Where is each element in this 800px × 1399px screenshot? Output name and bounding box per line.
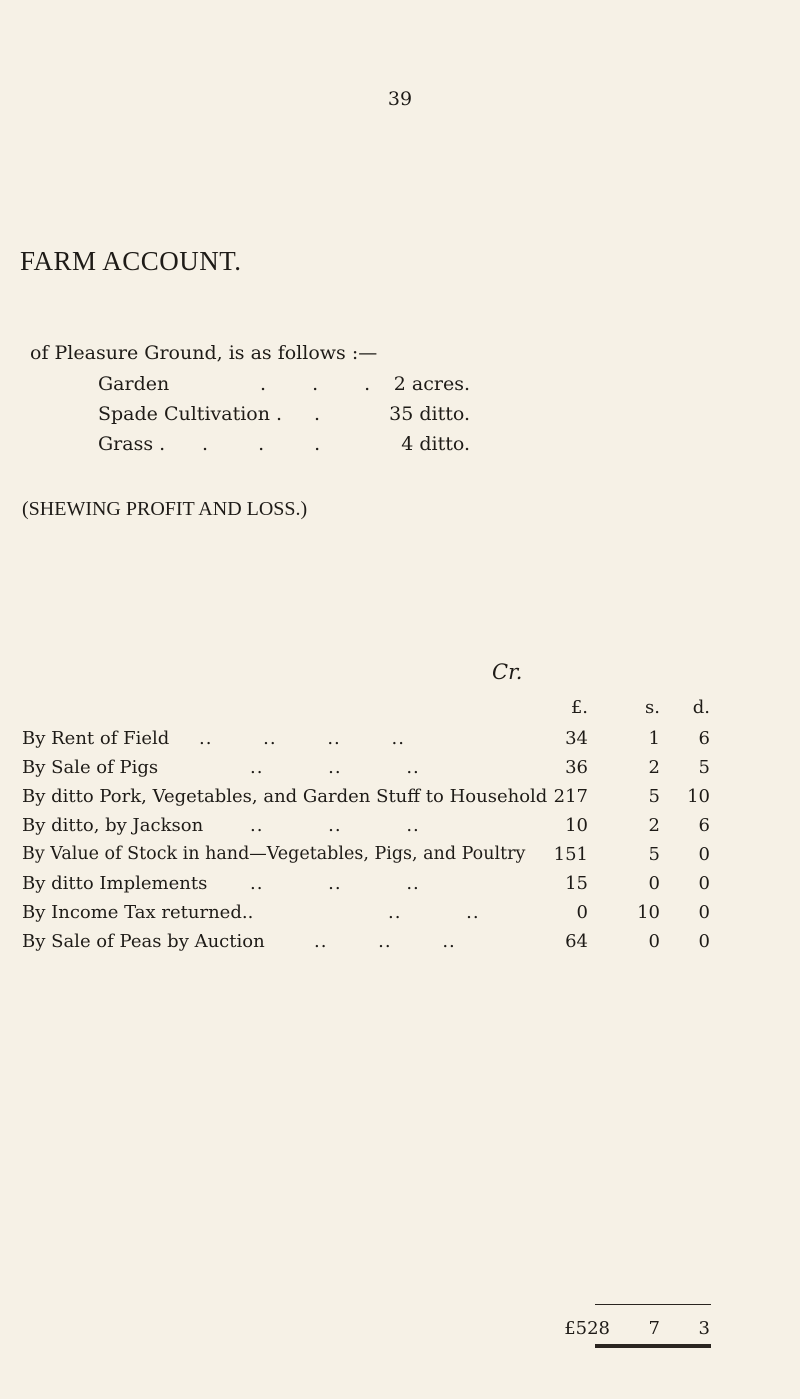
entry-description: By Sale of Pigs <box>22 757 159 778</box>
entry-pounds: 217 <box>553 786 588 807</box>
entry-shillings: 5 <box>648 844 660 865</box>
area-value: 4 ditto. <box>401 433 470 455</box>
entry-pounds: 151 <box>553 844 588 865</box>
entry-pounds: 64 <box>565 931 588 952</box>
entry-description: By Rent of Field <box>22 728 170 749</box>
entry-shillings: 2 <box>648 757 660 778</box>
entry-pence: 6 <box>698 728 710 749</box>
entry-pounds: 36 <box>565 757 588 778</box>
total-pence: 3 <box>698 1318 710 1339</box>
entry-description: By ditto Implements <box>22 873 208 894</box>
entry-pence: 10 <box>687 786 710 807</box>
ledger-row <box>0 786 800 814</box>
column-headers <box>0 697 800 725</box>
entry-pence: 6 <box>698 815 710 836</box>
entry-description: By ditto Pork, Vegetables, and Garden Stuff to Household <box>22 786 548 807</box>
ledger-row <box>0 815 800 843</box>
entry-description: By Income Tax returned.. <box>22 902 254 923</box>
entry-pounds: 0 <box>576 902 588 923</box>
subtitle: (SHEWING PROFIT AND LOSS.) <box>22 498 308 520</box>
area-label: Garden <box>98 373 170 395</box>
ledger-row <box>0 728 800 756</box>
area-dots: . . . <box>260 373 391 395</box>
entry-leader: .. .. .. .. <box>199 728 405 749</box>
area-dots: . <box>314 403 341 425</box>
ledger-row <box>0 844 800 872</box>
total-rule <box>595 1304 711 1305</box>
entry-leader: .. .. <box>388 902 480 923</box>
area-label: Spade Cultivation . <box>98 403 283 425</box>
entry-description: By Value of Stock in hand—Vegetables, Pigs, and Poultry <box>22 844 526 864</box>
header-pounds: £. <box>570 697 588 718</box>
entry-shillings: 0 <box>648 873 660 894</box>
total-pounds: £528 <box>564 1318 610 1339</box>
entry-pounds: 15 <box>565 873 588 894</box>
entry-pence: 5 <box>698 757 710 778</box>
area-value: 35 ditto. <box>389 403 470 425</box>
ledger-row <box>0 902 800 930</box>
entry-pence: 0 <box>698 931 710 952</box>
entry-shillings: 2 <box>648 815 660 836</box>
intro-text: of Pleasure Ground, is as follows :— <box>30 342 378 364</box>
header-shillings: s. <box>645 697 660 718</box>
entry-shillings: 0 <box>648 931 660 952</box>
ledger-row <box>0 757 800 785</box>
area-value: 2 acres. <box>393 373 470 395</box>
entry-pounds: 34 <box>565 728 588 749</box>
credit-label: Cr. <box>492 660 523 684</box>
total-shillings: 7 <box>648 1318 660 1339</box>
entry-pence: 0 <box>698 902 710 923</box>
entry-leader: .. .. .. <box>250 873 420 894</box>
entry-pence: 0 <box>698 873 710 894</box>
entry-pounds: 10 <box>565 815 588 836</box>
ledger-row <box>0 873 800 901</box>
ledger-row <box>0 931 800 959</box>
entry-leader: .. .. .. <box>250 815 420 836</box>
entry-leader: .. .. .. <box>314 931 456 952</box>
total-double-rule <box>595 1344 711 1348</box>
header-pence: d. <box>692 697 710 718</box>
page-number: 39 <box>387 88 413 110</box>
total-row <box>0 1318 800 1346</box>
area-dots: . . . <box>202 433 343 455</box>
page-title: FARM ACCOUNT. <box>20 246 242 276</box>
entry-shillings: 10 <box>637 902 660 923</box>
entry-description: By ditto, by Jackson <box>22 815 204 836</box>
entry-pence: 0 <box>698 844 710 865</box>
entry-description: By Sale of Peas by Auction <box>22 931 265 952</box>
area-label: Grass . <box>98 433 166 455</box>
entry-leader: .. .. .. <box>250 757 420 778</box>
entry-shillings: 1 <box>648 728 660 749</box>
entry-shillings: 5 <box>648 786 660 807</box>
